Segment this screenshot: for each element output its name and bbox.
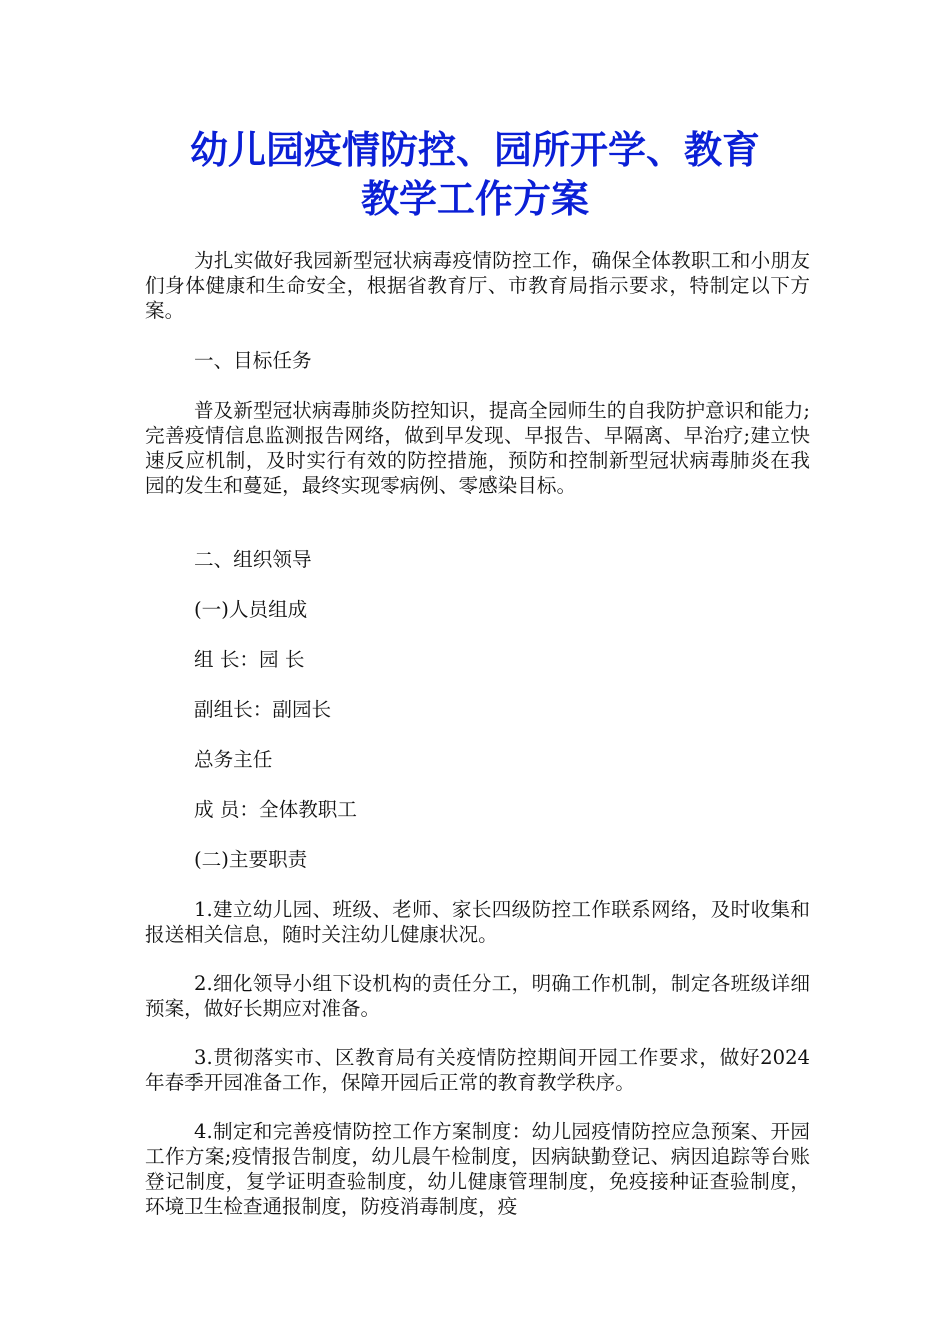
duty-2: 2.细化领导小组下设机构的责任分工，明确工作机制，制定各班级详细预案，做好长期应对准备。 bbox=[145, 972, 810, 1020]
sub2-heading: (二)主要职责 bbox=[194, 848, 308, 871]
document-title-line1: 幼儿园疫情防控、园所开学、教育 bbox=[189, 127, 760, 172]
intro-paragraph: 为扎实做好我园新型冠状病毒疫情防控工作，确保全体教职工和小朋友们身体健康和生命安全，根据省教育厅、市教育局指示要求，特制定以下方案。 bbox=[145, 249, 810, 322]
member-deputy: 副组长：副园长 bbox=[194, 698, 332, 721]
sub1-heading: (一)人员组成 bbox=[194, 598, 308, 621]
duty-1: 1.建立幼儿园、班级、老师、家长四级防控工作联系网络，及时收集和报送相关信息，随时关注幼儿健康状况。 bbox=[145, 898, 810, 946]
member-leader: 组 长：园 长 bbox=[194, 648, 305, 671]
member-members: 成 员：全体教职工 bbox=[194, 798, 357, 821]
document-title-line2: 教学工作方案 bbox=[360, 176, 589, 221]
duty-4: 4.制定和完善疫情防控工作方案制度：幼儿园疫情防控应急预案、开园工作方案;疫情报告制度，幼儿晨午检制度，因病缺勤登记、病因追踪等台账登记制度，复学证明查验制度，幼儿健康管理制度，免疫接种证查验制度，环境卫生检查通报制度，防疫消毒制度，疫 bbox=[145, 1120, 810, 1218]
section1-heading: 一、目标任务 bbox=[194, 349, 312, 372]
section1-paragraph: 普及新型冠状病毒肺炎防控知识，提高全园师生的自我防护意识和能力;完善疫情信息监测报告网络，做到早发现、早报告、早隔离、早治疗;建立快速反应机制，及时实行有效的防控措施，预防和控制新型冠状病毒肺炎在我园的发生和蔓延，最终实现零病例、零感染目标。 bbox=[145, 399, 810, 497]
section2-heading: 二、组织领导 bbox=[194, 548, 312, 571]
member-general: 总务主任 bbox=[194, 748, 273, 771]
duty-3: 3.贯彻落实市、区教育局有关疫情防控期间开园工作要求，做好2024年春季开园准备工作，保障开园后正常的教育教学秩序。 bbox=[145, 1046, 810, 1094]
